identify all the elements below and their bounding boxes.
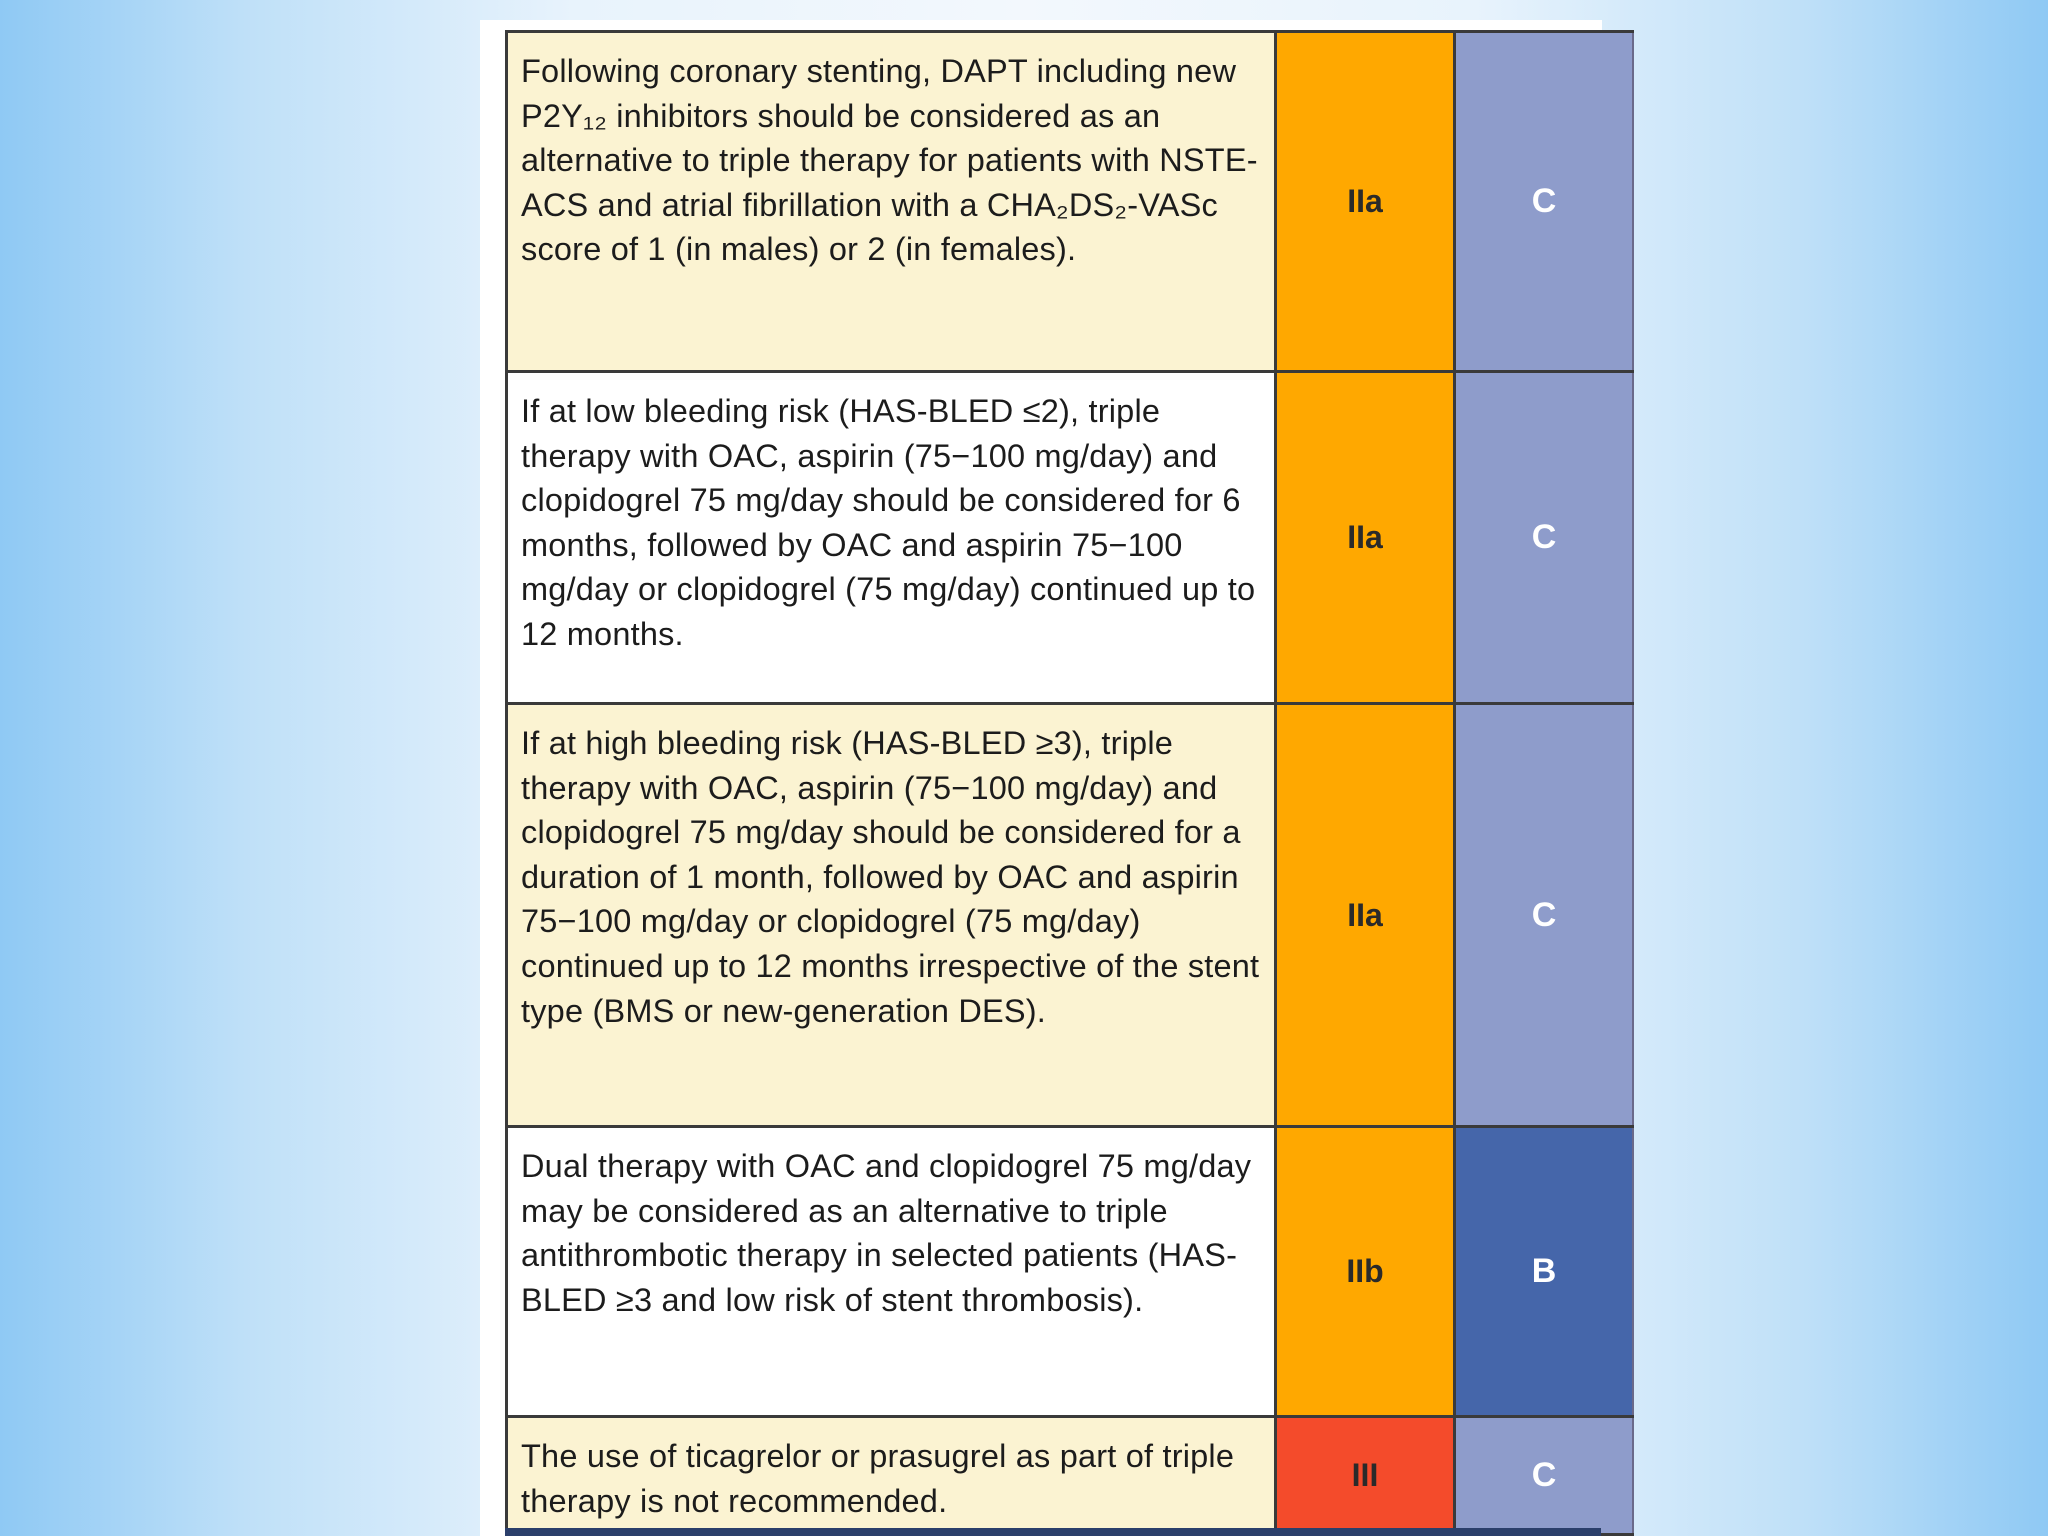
- recommendations-table: [505, 30, 1634, 1536]
- class-badge: IIa: [1276, 704, 1455, 1127]
- recommendation-text: Following coronary stenting, DAPT including new P2Y₁₂ inhibitors should be considered as an alternative to triple therapy for patients with NSTE-ACS and atrial fibrillation with a CHA₂DS₂-VASc score of 1 (in males) or 2 (in females).: [507, 32, 1276, 372]
- class-badge: IIb: [1276, 1127, 1455, 1417]
- class-badge: IIa: [1276, 372, 1455, 704]
- recommendation-text: The use of ticagrelor or prasugrel as part of triple therapy is not recommended.: [507, 1417, 1276, 1535]
- recommendation-text: If at low bleeding risk (HAS-BLED ≤2), triple therapy with OAC, aspirin (75−100 mg/day) and clopidogrel 75 mg/day should be considered for 6 months, followed by OAC and aspirin 75−100 mg/day or clopidogrel (75 mg/day) continued up to 12 months.: [507, 372, 1276, 704]
- level-badge: C: [1455, 1417, 1634, 1535]
- table-row: [507, 372, 1634, 704]
- recommendation-text: Dual therapy with OAC and clopidogrel 75 mg/day may be considered as an alternative to triple antithrombotic therapy in selected patients (HAS-BLED ≥3 and low risk of stent thrombosis).: [507, 1127, 1276, 1417]
- table-bottom-border: [505, 1528, 1601, 1536]
- level-badge: C: [1455, 704, 1634, 1127]
- class-badge: III: [1276, 1417, 1455, 1535]
- recommendation-text: If at high bleeding risk (HAS-BLED ≥3), triple therapy with OAC, aspirin (75−100 mg/day) and clopidogrel 75 mg/day should be considered for a duration of 1 month, followed by OAC and aspirin 75−100 mg/day or clopidogrel (75 mg/day) continued up to 12 months irrespective of the stent type (BMS or new-generation DES).: [507, 704, 1276, 1127]
- table-row: [507, 704, 1634, 1127]
- table-row: [507, 1417, 1634, 1535]
- level-badge: C: [1455, 32, 1634, 372]
- table-row: [507, 32, 1634, 372]
- level-badge: B: [1455, 1127, 1634, 1417]
- class-badge: IIa: [1276, 32, 1455, 372]
- level-badge: C: [1455, 372, 1634, 704]
- table-row: [507, 1127, 1634, 1417]
